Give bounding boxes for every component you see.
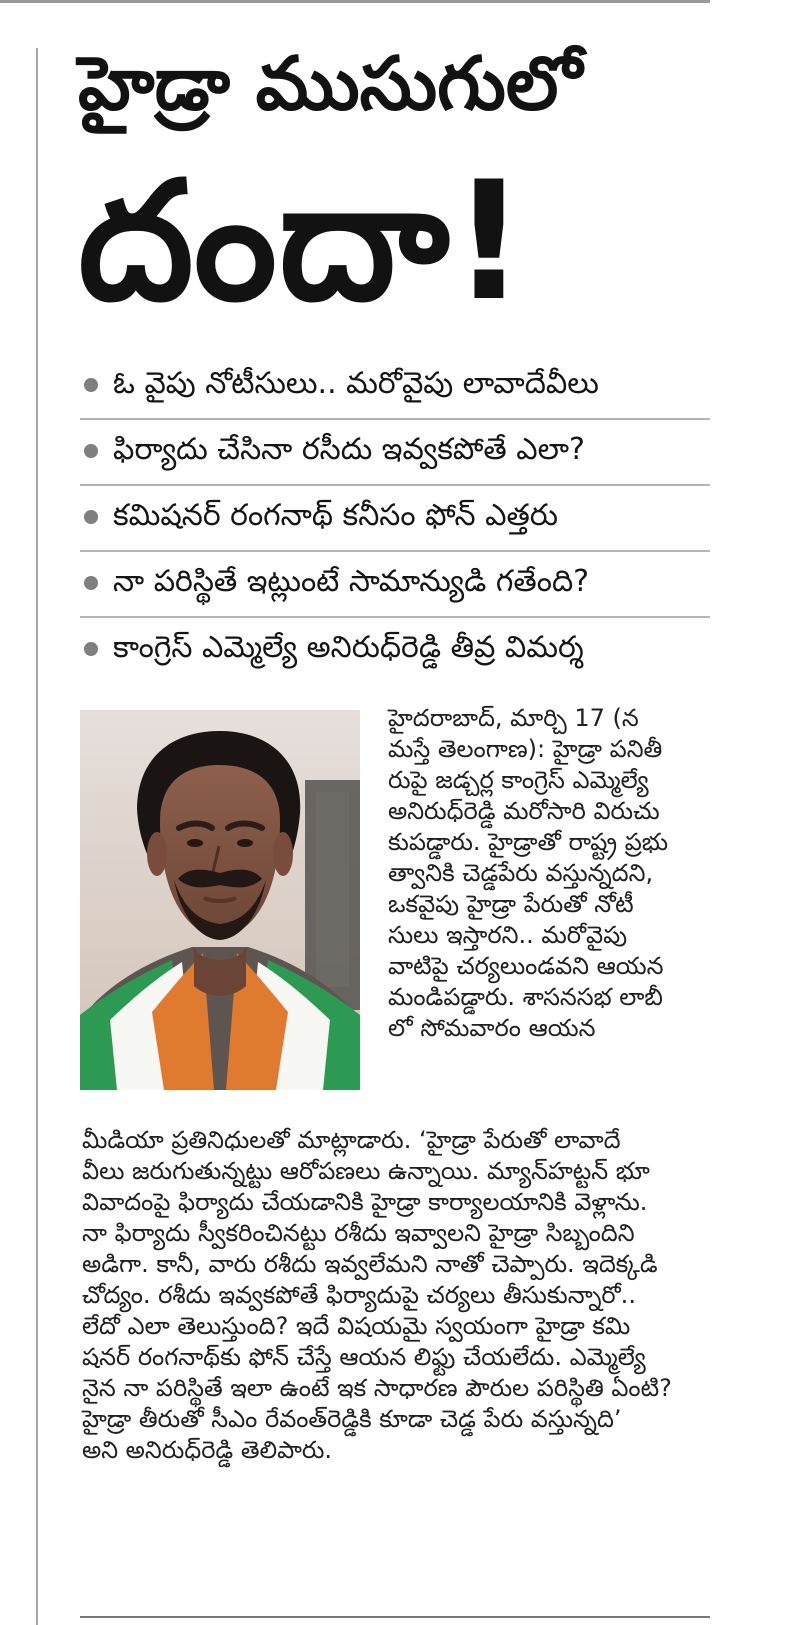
bullet-dot-icon [84, 444, 98, 458]
article-body-full-width [82, 1125, 710, 1466]
subheadline-text-4: నా పరిస్థితే ఇట్లుంటే సామాన్యుడి గతేంది? [113, 564, 590, 599]
headline-line-2: దందా! [78, 146, 529, 337]
portrait-illustration [80, 710, 360, 1090]
body-full-line: చోద్యం. రశీదు ఇవ్వకపోతే ఫిర్యాదుపై చర్యలు తీసుకున్నారో.. [82, 1281, 636, 1309]
subheadline-bullet-1 [80, 354, 710, 420]
body-full-line: అని అనిరుధ్‌రెడ్డి తెలిపారు. [82, 1436, 332, 1464]
body-side-line: కుపడ్డారు. హైడ్రాతో రాష్ట్ర ప్రభు [388, 828, 669, 856]
body-side-line: రుపై జడ్చర్ల కాంగ్రెస్ ఎమ్మెల్యే [388, 766, 649, 794]
subheadline-text-5: కాంగ్రెస్ ఎమ్మెల్యే అనిరుధ్‌రెడ్డి తీవ్ర విమర్శ [113, 630, 584, 665]
bullet-dot-icon [84, 510, 98, 524]
body-side-line: హైదరాబాద్, మార్చి 17 (న [388, 704, 639, 732]
body-full-line: షనర్ రంగనాథ్‌కు ఫోన్ చేస్తే ఆయన లిఫ్టు చేయలేదు. ఎమ్మెల్యే [82, 1343, 646, 1371]
subheadline-bullets [80, 354, 710, 684]
body-full-line: వీలు జరుగుతున్నట్టు ఆరోపణలు ఉన్నాయి. మ్యాన్‌హట్టన్ భూ [82, 1157, 650, 1185]
body-full-line: వివాదంపై ఫిర్యాదు చేయడానికి హైడ్రా కార్యాలయానికి వెళ్లాను. [82, 1188, 648, 1216]
bullet-dot-icon [84, 642, 98, 656]
body-side-line: వాటిపై చర్యలుండవని ఆయన [388, 952, 664, 980]
body-full-line: హైడ్రా తీరుతో సీఎం రేవంత్‌రెడ్డికి కూడా చెడ్డ పేరు వస్తున్నది’ [82, 1405, 622, 1433]
bullet-dot-icon [84, 576, 98, 590]
bottom-rule [80, 1616, 710, 1618]
body-side-line: సులు ఇస్తారని.. మరోవైపు [388, 921, 628, 949]
body-side-line: మస్తే తెలంగాణ): హైడ్రా పనితీ [388, 735, 663, 763]
top-rule [0, 0, 710, 3]
body-full-line: మీడియా ప్రతినిధులతో మాట్లాడారు. ‘హైడ్రా పేరుతో లావాదే [82, 1126, 621, 1154]
body-side-line: మండిపడ్డారు. శాసనసభ లాబీ [388, 983, 663, 1011]
headline-line-1: హైడ్రా ముసుగులో [78, 41, 583, 127]
body-side-line: అనిరుధ్‌రెడ్డి మరోసారి విరుచు [388, 797, 660, 825]
subheadline-text-2: ఫిర్యాదు చేసినా రసీదు ఇవ్వకపోతే ఎలా? [113, 432, 585, 467]
left-column-rule [36, 48, 38, 1625]
subheadline-text-1: ఓ వైపు నోటీసులు.. మరోవైపు లావాదేవీలు [113, 366, 599, 401]
subheadline-bullet-4 [80, 552, 710, 618]
subheadline-text-3: కమిషనర్ రంగనాథ్ కనీసం ఫోన్ ఎత్తరు [113, 498, 558, 533]
article-body-column-top [388, 703, 708, 1044]
politician-photo [80, 710, 360, 1090]
body-full-line: అడిగా. కానీ, వారు రశీదు ఇవ్వలేమని నాతో చెప్పారు. ఇదెక్కడి [82, 1250, 658, 1278]
body-full-line: నైన నా పరిస్థితే ఇలా ఉంటే ఇక సాధారణ పౌరుల పరిస్థితి ఏంటి? [82, 1374, 672, 1402]
body-side-line: త్వానికి చెడ్డపేరు వస్తున్నదని, [388, 859, 654, 887]
subheadline-bullet-5 [80, 618, 710, 684]
body-side-line: ఒకవైపు హైడ్రా పేరుతో నోటీ [388, 890, 634, 918]
subheadline-bullet-3 [80, 486, 710, 552]
subheadline-bullet-2 [80, 420, 710, 486]
body-full-line: లేదో ఎలా తెలుస్తుంది? ఇదే విషయమై స్వయంగా హైడ్రా కమి [82, 1312, 631, 1340]
bullet-dot-icon [84, 378, 98, 392]
body-side-line: లో సోమవారం ఆయన [388, 1014, 596, 1042]
body-full-line: నా ఫిర్యాదు స్వీకరించినట్టు రశీదు ఇవ్వాలని హైడ్రా సిబ్బందిని [82, 1219, 635, 1247]
